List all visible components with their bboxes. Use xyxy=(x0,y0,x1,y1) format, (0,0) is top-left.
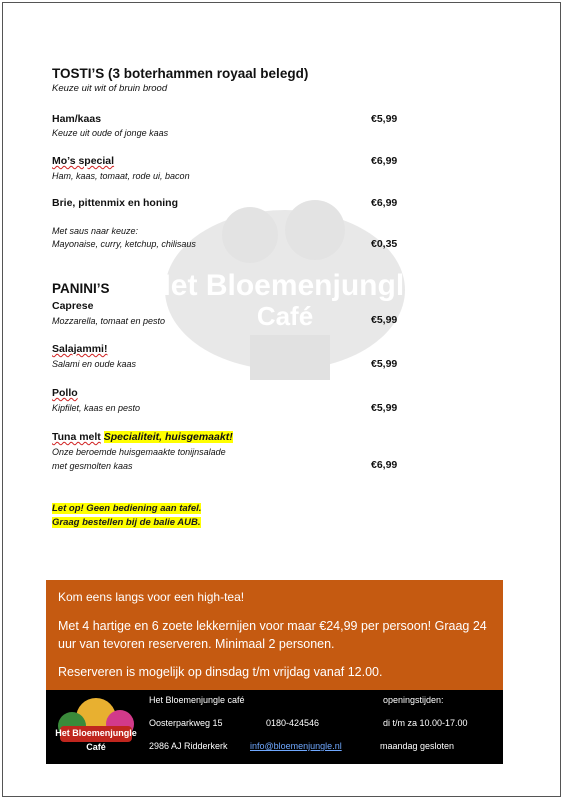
notice-line2: Graag bestellen bij de balie AUB. xyxy=(52,517,201,528)
hours-label: openingstijden: xyxy=(383,695,444,705)
watermark-line1: Het Bloemenjungle xyxy=(149,269,421,302)
sauce-price: €0,35 xyxy=(371,238,398,250)
menu-item-desc: Mozzarella, tomaat en pesto xyxy=(52,316,166,326)
logo-line1: Het Bloemenjungle xyxy=(55,728,137,738)
menu-item-price: €5,99 xyxy=(371,402,398,414)
footer xyxy=(46,690,503,764)
banner-headline: Kom eens langs voor een high-tea! xyxy=(58,590,245,604)
sauce-label: Met saus naar keuze: xyxy=(52,226,139,236)
menu-item-desc: Onze beroemde huisgemaakte tonijnsalade xyxy=(52,447,226,457)
panini-title: PANINI’S xyxy=(52,281,110,296)
menu-item-name: Mo’s special xyxy=(52,155,115,167)
menu-item-name: Salajammi! xyxy=(52,343,108,355)
hours-weekdays: di t/m za 10.00-17.00 xyxy=(383,718,468,728)
menu-item-price: €5,99 xyxy=(371,113,398,125)
menu-item-name: Pollo xyxy=(52,387,78,399)
menu-item-desc: Keuze uit oude of jonge kaas xyxy=(52,128,169,138)
menu-item-price: €5,99 xyxy=(371,358,398,370)
service-notice xyxy=(52,502,201,530)
tuna-melt-heading xyxy=(52,431,233,443)
hours-monday: maandag gesloten xyxy=(380,741,455,751)
menu-item-price: €6,99 xyxy=(371,155,398,167)
menu-item-price: €6,99 xyxy=(371,197,398,209)
menu-item-desc: Kipfilet, kaas en pesto xyxy=(52,403,141,413)
menu-item-desc: met gesmolten kaas xyxy=(52,461,133,471)
menu-item-price: €6,99 xyxy=(371,459,398,471)
email-link[interactable]: info@bloemenjungle.nl xyxy=(250,741,342,751)
menu-item-name: Caprese xyxy=(52,300,94,312)
banner-reservation: Reserveren is mogelijk op dinsdag t/m vrijdag vanaf 12.00. xyxy=(58,665,383,679)
tosti-subtitle: Keuze uit wit of bruin brood xyxy=(52,83,168,94)
menu-item-name: Brie, pittenmix en honing xyxy=(52,197,179,209)
banner-offer: Met 4 hartige en 6 zoete lekkernijen voor maar €24,99 per persoon! Graag 24 uur van tevoren reserveren. Minimaal 2 personen. xyxy=(58,619,487,651)
specialty-highlight: Specialiteit, huisgemaakt! xyxy=(103,431,233,443)
cafe-logo xyxy=(50,696,142,758)
notice-line1: Let op! Geen bediening aan tafel. xyxy=(52,503,202,514)
menu-item-desc: Ham, kaas, tomaat, rode ui, bacon xyxy=(52,171,190,181)
sauce-options: Mayonaise, curry, ketchup, chilisaus xyxy=(52,239,196,249)
tuna-melt-name: Tuna melt xyxy=(52,431,101,443)
logo-line2: Café xyxy=(86,742,106,752)
menu-item-desc: Salami en oude kaas xyxy=(52,359,137,369)
cafe-name: Het Bloemenjungle café xyxy=(149,695,245,705)
city-address: 2986 AJ Ridderkerk xyxy=(149,741,228,751)
high-tea-banner xyxy=(46,580,503,690)
phone-number: 0180-424546 xyxy=(266,718,320,728)
menu-item-name: Ham/kaas xyxy=(52,113,102,125)
street-address: Oosterparkweg 15 xyxy=(149,718,223,728)
watermark-line2: Café xyxy=(256,301,314,331)
menu-item-price: €5,99 xyxy=(371,314,398,326)
tosti-title: TOSTI’S (3 boterhammen royaal belegd) xyxy=(52,66,309,81)
